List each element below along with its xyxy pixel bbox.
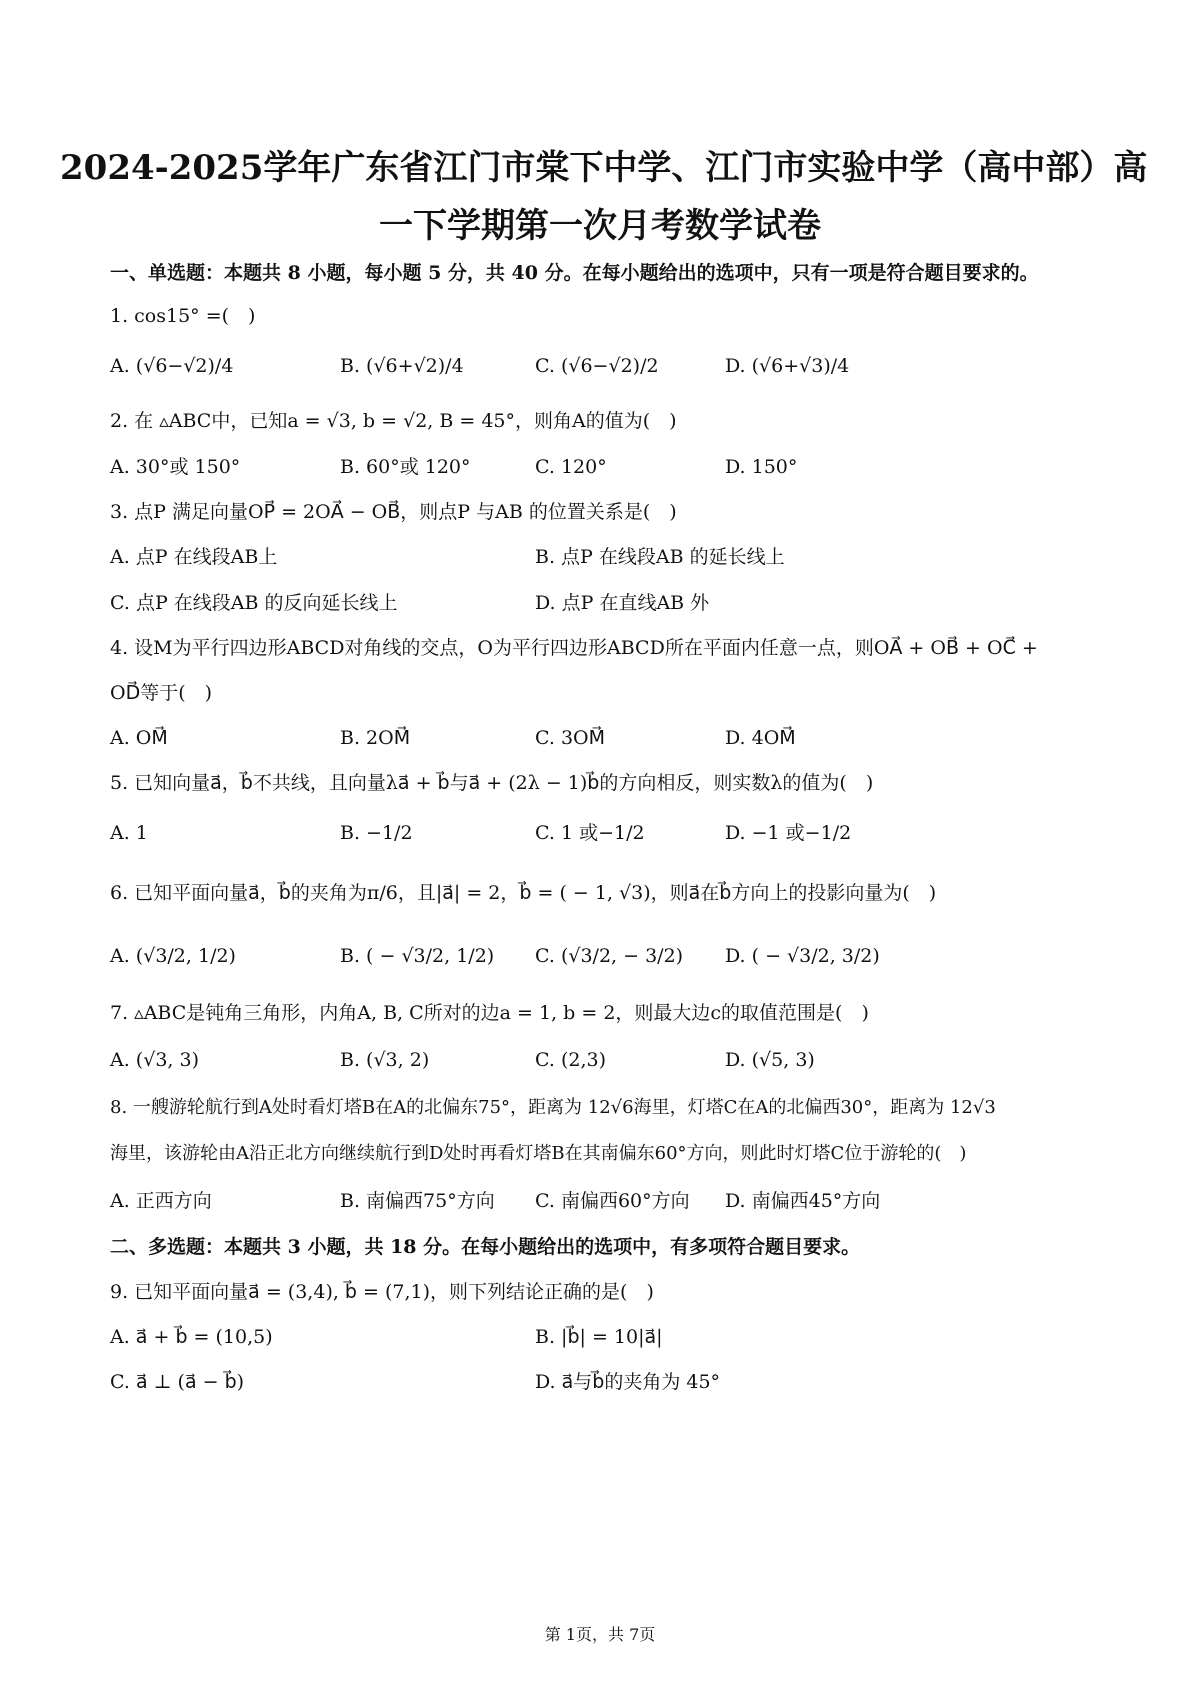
- question-5-stem: 5. 已知向量a⃗，b⃗不共线，且向量λa⃗ + b⃗与a⃗ + (2λ − 1)b⃗的方向相反，则实数λ的值为( ): [110, 772, 874, 794]
- question-7-option-b: B. (√3, 2): [340, 1049, 430, 1071]
- question-2-stem: 2. 在 ▵ABC中，已知a = √3, b = √2, B = 45°，则角A的值为( ): [110, 410, 677, 432]
- exam-title-line2: 一下学期第一次月考数学试卷: [379, 206, 821, 246]
- question-6-option-d: D. ( − √3/2, 3/2): [725, 945, 880, 967]
- question-6-stem: 6. 已知平面向量a⃗，b⃗的夹角为π/6，且|a⃗| = 2，b⃗ = ( − 1, √3)，则a⃗在b⃗方向上的投影向量为( ): [110, 882, 937, 904]
- question-8-option-c: C. 南偏西60°方向: [535, 1190, 690, 1212]
- section-single-choice-header: 一、单选题：本题共 8 小题，每小题 5 分，共 40 分。在每小题给出的选项中，只有一项是符合题目要求的。: [110, 262, 1039, 284]
- question-9-stem: 9. 已知平面向量a⃗ = (3,4), b⃗ = (7,1)，则下列结论正确的是( ): [110, 1281, 654, 1303]
- question-8-option-d: D. 南偏西45°方向: [725, 1190, 881, 1212]
- question-8-option-b: B. 南偏西75°方向: [340, 1190, 495, 1212]
- question-5-option-a: A. 1: [110, 822, 148, 844]
- question-6-option-c: C. (√3/2, − 3/2): [535, 945, 684, 967]
- question-3-option-b: B. 点P 在线段AB 的延长线上: [535, 546, 785, 568]
- question-3-option-c: C. 点P 在线段AB 的反向延长线上: [110, 592, 398, 614]
- question-3-stem: 3. 点P 满足向量OP⃗ = 2OA⃗ − OB⃗，则点P 与AB 的位置关系是( ): [110, 501, 677, 523]
- question-6-option-a: A. (√3/2, 1/2): [110, 945, 236, 967]
- exam-title-line1: 2024-2025学年广东省江门市棠下中学、江门市实验中学（高中部）高: [60, 148, 1148, 188]
- question-9-option-c: C. a⃗ ⊥ (a⃗ − b⃗): [110, 1371, 245, 1393]
- page-footer: 第 1页，共 7页: [544, 1625, 656, 1644]
- question-4-stem-line1: 4. 设M为平行四边形ABCD对角线的交点，O为平行四边形ABCD所在平面内任意一点，则OA⃗ + OB⃗ + OC⃗ +: [110, 637, 1038, 659]
- question-1-option-d: D. (√6+√3)/4: [725, 355, 850, 377]
- question-5-option-d: D. −1 或−1/2: [725, 822, 852, 844]
- question-7-option-c: C. (2,3): [535, 1049, 606, 1071]
- question-9-option-a: A. a⃗ + b⃗ = (10,5): [110, 1326, 273, 1348]
- question-5-option-b: B. −1/2: [340, 822, 413, 844]
- question-4-option-d: D. 4OM⃗: [725, 727, 796, 749]
- question-9-option-d: D. a⃗与b⃗的夹角为 45°: [535, 1371, 721, 1393]
- question-2-option-a: A. 30°或 150°: [110, 456, 241, 478]
- question-7-stem: 7. ▵ABC是钝角三角形，内角A, B, C所对的边a = 1, b = 2，则最大边c的取值范围是( ): [110, 1002, 869, 1024]
- question-1-option-a: A. (√6−√2)/4: [110, 355, 234, 377]
- question-8-option-a: A. 正西方向: [110, 1190, 212, 1212]
- question-3-option-d: D. 点P 在直线AB 外: [535, 592, 710, 614]
- question-4-option-a: A. OM⃗: [110, 727, 168, 749]
- question-5-option-c: C. 1 或−1/2: [535, 822, 645, 844]
- question-9-option-b: B. |b⃗| = 10|a⃗|: [535, 1326, 663, 1348]
- question-7-option-a: A. (√3, 3): [110, 1049, 199, 1071]
- question-7-option-d: D. (√5, 3): [725, 1049, 815, 1071]
- question-1-stem: 1. cos15° =( ): [110, 305, 256, 327]
- question-4-option-b: B. 2OM⃗: [340, 727, 411, 749]
- question-3-option-a: A. 点P 在线段AB上: [110, 546, 278, 568]
- question-2-option-d: D. 150°: [725, 456, 798, 478]
- section-multiple-choice-header: 二、多选题：本题共 3 小题，共 18 分。在每小题给出的选项中，有多项符合题目要求。: [110, 1236, 861, 1258]
- question-2-option-b: B. 60°或 120°: [340, 456, 471, 478]
- question-4-stem-line2: OD⃗等于( ): [110, 682, 213, 704]
- question-6-option-b: B. ( − √3/2, 1/2): [340, 945, 495, 967]
- question-4-option-c: C. 3OM⃗: [535, 727, 605, 749]
- question-8-stem-line1: 8. 一艘游轮航行到A处时看灯塔B在A的北偏东75°，距离为 12√6海里，灯塔C在A的北偏西30°，距离为 12√3: [110, 1097, 996, 1118]
- question-1-option-b: B. (√6+√2)/4: [340, 355, 464, 377]
- question-2-option-c: C. 120°: [535, 456, 607, 478]
- question-8-stem-line2: 海里，该游轮由A沿正北方向继续航行到D处时再看灯塔B在其南偏东60°方向，则此时灯塔C位于游轮的( ): [110, 1143, 967, 1164]
- question-1-option-c: C. (√6−√2)/2: [535, 355, 659, 377]
